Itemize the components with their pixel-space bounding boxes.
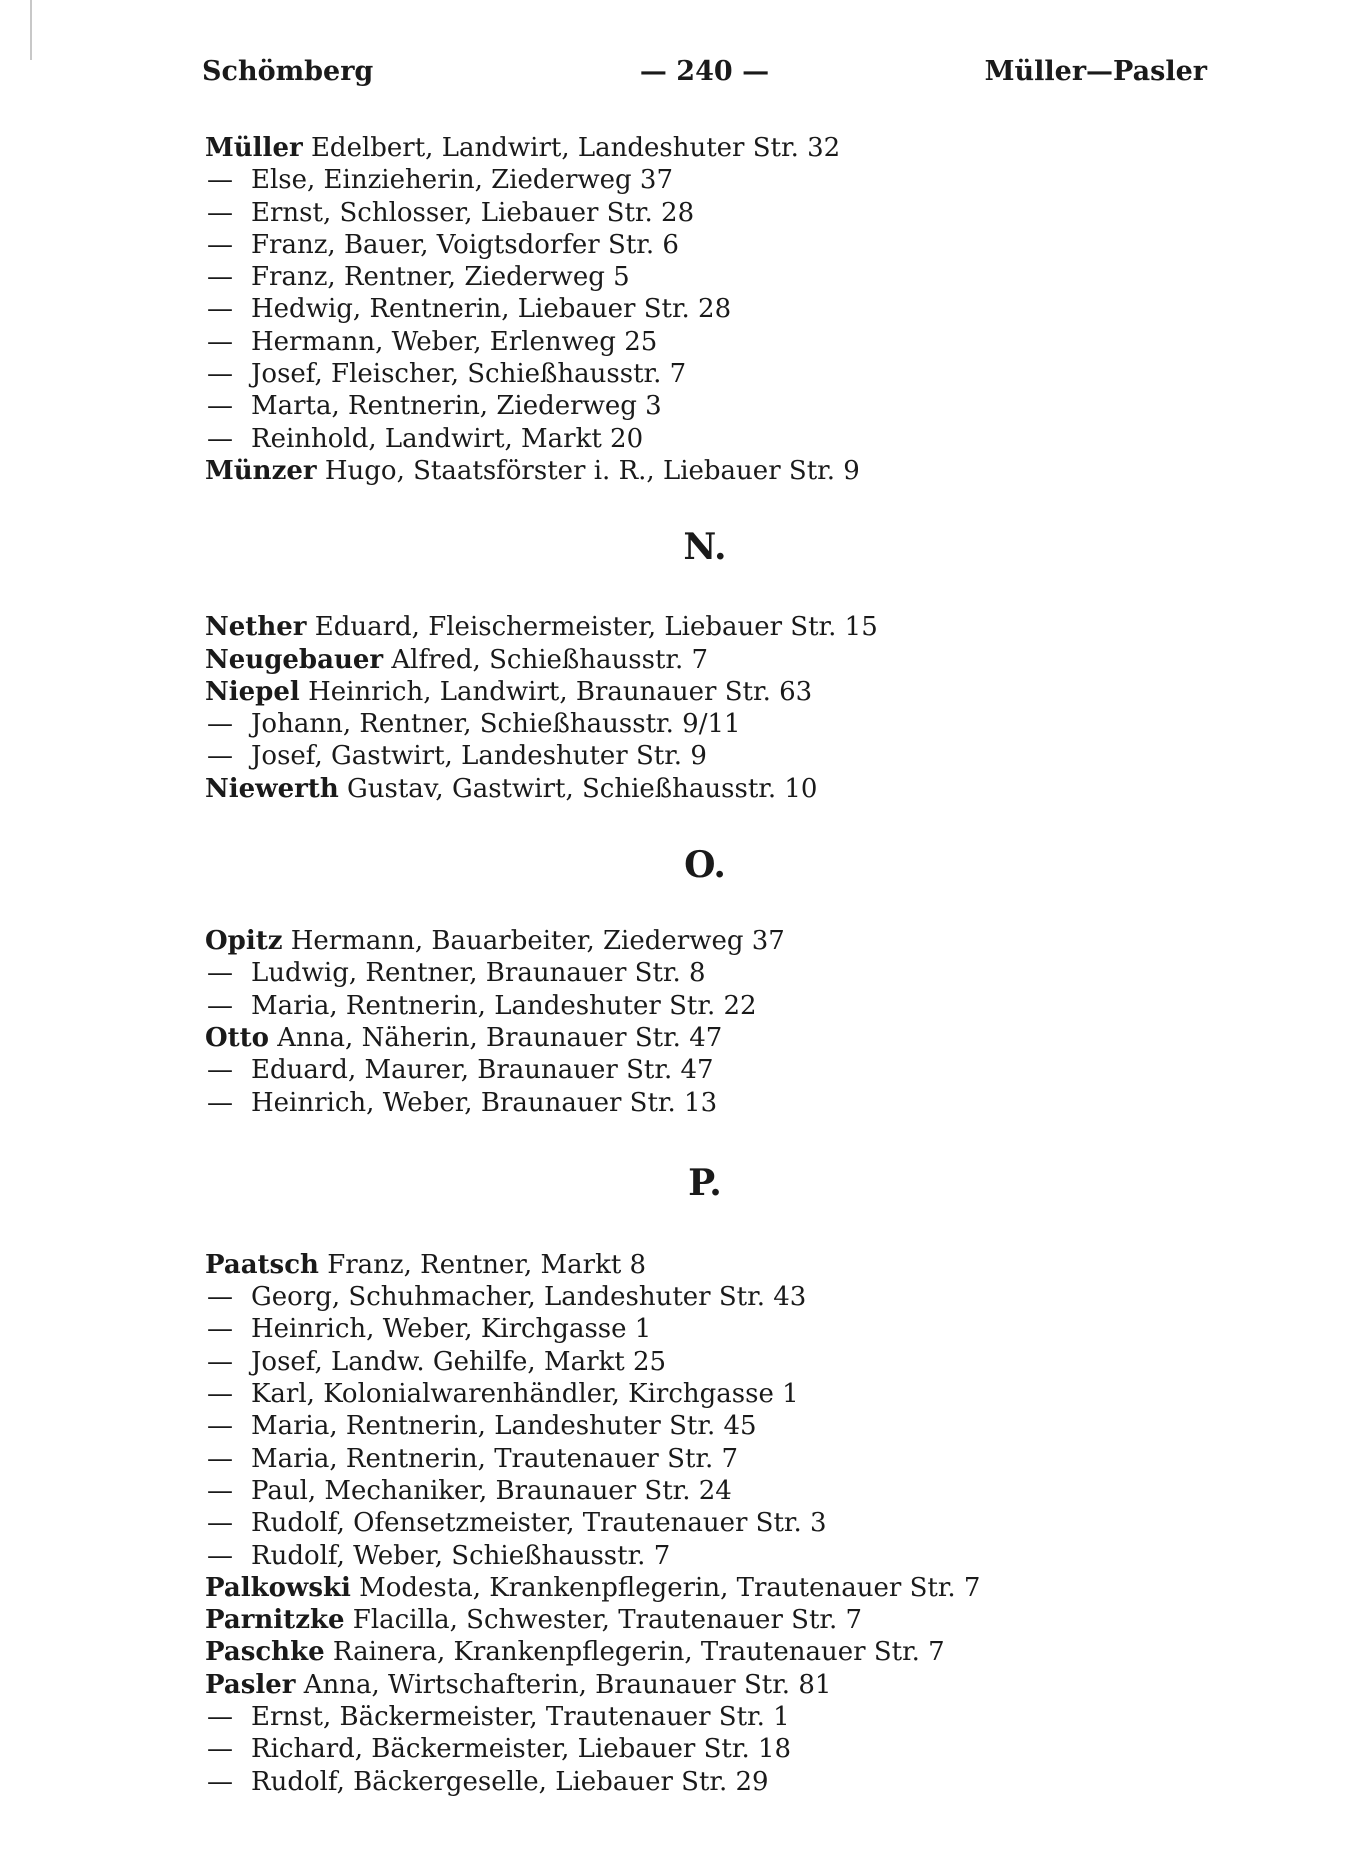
entry-surname: Münzer [205, 455, 317, 486]
ditto-dash: — [207, 165, 233, 196]
directory-entry [205, 1636, 1205, 1668]
entry-details: Rudolf, Weber, Schießhausstr. 7 [251, 1540, 671, 1571]
entry-details: Maria, Rentnerin, Trautenauer Str. 7 [251, 1443, 739, 1474]
entry-details: Anna, Wirtschafterin, Braunauer Str. 81 [303, 1669, 832, 1700]
directory-entry [205, 1540, 1205, 1572]
directory-entry [205, 326, 1205, 358]
directory-entry [205, 1507, 1205, 1539]
ditto-dash: — [207, 1766, 233, 1797]
directory-entry [205, 1733, 1205, 1765]
entry-details: Paul, Mechaniker, Braunauer Str. 24 [251, 1475, 732, 1506]
directory-entry [205, 708, 1205, 740]
directory-entry [205, 423, 1205, 455]
entry-details: Maria, Rentnerin, Landeshuter Str. 22 [251, 990, 757, 1021]
directory-entry [205, 1766, 1205, 1798]
ditto-dash: — [207, 741, 233, 772]
directory-entry [205, 1054, 1205, 1086]
directory-entry [205, 1669, 1205, 1701]
ditto-dash: — [207, 1055, 233, 1086]
directory-section [205, 845, 1205, 1119]
entry-details: Rudolf, Ofensetzmeister, Trautenauer Str. 3 [251, 1508, 827, 1539]
directory-entry [205, 1604, 1205, 1636]
entry-details: Hedwig, Rentnerin, Liebauer Str. 28 [251, 294, 732, 325]
directory-entry [205, 1087, 1205, 1119]
entry-surname: Nether [205, 612, 307, 643]
ditto-dash: — [207, 709, 233, 740]
entry-details: Ludwig, Rentner, Braunauer Str. 8 [251, 958, 706, 989]
entry-details: Heinrich, Weber, Braunauer Str. 13 [251, 1087, 718, 1118]
entry-details: Hugo, Staatsförster i. R., Liebauer Str. 9 [324, 455, 860, 486]
ditto-dash: — [207, 1443, 233, 1474]
ditto-dash: — [207, 1475, 233, 1506]
entry-surname: Niewerth [205, 773, 339, 804]
page-header [202, 56, 1207, 96]
entry-details: Alfred, Schießhausstr. 7 [391, 644, 709, 675]
entry-surname: Otto [205, 1022, 270, 1053]
entry-details: Flacilla, Schwester, Trautenauer Str. 7 [352, 1605, 863, 1636]
entry-details: Anna, Näherin, Braunauer Str. 47 [277, 1022, 723, 1053]
directory-entry [205, 1410, 1205, 1442]
entry-details: Josef, Gastwirt, Landeshuter Str. 9 [251, 741, 707, 772]
entry-surname: Niepel [205, 676, 300, 707]
directory-entry [205, 773, 1205, 805]
ditto-dash: — [207, 1411, 233, 1442]
entry-details: Modesta, Krankenpflegerin, Trautenauer Str. 7 [359, 1572, 981, 1603]
directory-entry [205, 390, 1205, 422]
directory-entry [205, 990, 1205, 1022]
directory-entry [205, 676, 1205, 708]
directory-entry [205, 164, 1205, 196]
ditto-dash: — [207, 229, 233, 260]
ditto-dash: — [207, 1701, 233, 1732]
ditto-dash: — [207, 1540, 233, 1571]
directory-entry [205, 358, 1205, 390]
entry-details: Eduard, Maurer, Braunauer Str. 47 [251, 1055, 714, 1086]
ditto-dash: — [207, 1734, 233, 1765]
ditto-dash: — [207, 262, 233, 293]
entry-details: Maria, Rentnerin, Landeshuter Str. 45 [251, 1411, 757, 1442]
entry-details: Franz, Rentner, Ziederweg 5 [251, 262, 630, 293]
entry-details: Johann, Rentner, Schießhausstr. 9/11 [251, 709, 741, 740]
directory-entry [205, 293, 1205, 325]
entry-surname: Paschke [205, 1637, 325, 1668]
entry-details: Richard, Bäckermeister, Liebauer Str. 18 [251, 1734, 792, 1765]
entry-details: Rudolf, Bäckergeselle, Liebauer Str. 29 [251, 1766, 769, 1797]
entry-details: Eduard, Fleischermeister, Liebauer Str. 15 [314, 612, 878, 643]
directory-entry [205, 957, 1205, 989]
entry-details: Hermann, Bauarbeiter, Ziederweg 37 [290, 926, 785, 957]
entry-details: Josef, Landw. Gehilfe, Markt 25 [251, 1346, 667, 1377]
directory-entry [205, 229, 1205, 261]
entry-surname: Parnitzke [205, 1605, 345, 1636]
entry-surname: Palkowski [205, 1572, 351, 1603]
ditto-dash: — [207, 958, 233, 989]
directory-entry [205, 1249, 1205, 1281]
entry-details: Gustav, Gastwirt, Schießhausstr. 10 [347, 773, 818, 804]
ditto-dash: — [207, 391, 233, 422]
entry-surname: Pasler [205, 1669, 296, 1700]
directory-entry [205, 1572, 1205, 1604]
scan-edge-line [30, 0, 32, 60]
section-letter-heading: N. [683, 526, 727, 569]
entry-details: Karl, Kolonialwarenhändler, Kirchgasse 1 [251, 1379, 799, 1410]
directory-entry [205, 1701, 1205, 1733]
section-letter-heading: O. [684, 844, 726, 887]
entry-details: Edelbert, Landwirt, Landeshuter Str. 32 [310, 133, 841, 163]
ditto-dash: — [207, 294, 233, 325]
directory-entry [205, 1443, 1205, 1475]
entry-details: Else, Einzieherin, Ziederweg 37 [251, 165, 674, 196]
directory-entry [205, 925, 1205, 957]
directory-section [205, 132, 1205, 487]
entry-surname: Paatsch [205, 1249, 319, 1280]
ditto-dash: — [207, 1379, 233, 1410]
directory-entry [205, 740, 1205, 772]
entry-details: Josef, Fleischer, Schießhausstr. 7 [251, 359, 687, 390]
ditto-dash: — [207, 1346, 233, 1377]
ditto-dash: — [207, 990, 233, 1021]
entry-details: Franz, Rentner, Markt 8 [327, 1249, 647, 1280]
entry-details: Heinrich, Landwirt, Braunauer Str. 63 [308, 676, 813, 707]
ditto-dash: — [207, 423, 233, 454]
entry-details: Marta, Rentnerin, Ziederweg 3 [251, 391, 662, 422]
directory-entry [205, 611, 1205, 643]
ditto-dash: — [207, 1508, 233, 1539]
directory-entry [205, 1281, 1205, 1313]
ditto-dash: — [207, 359, 233, 390]
directory-entry [205, 1378, 1205, 1410]
ditto-dash: — [207, 1314, 233, 1345]
directory-entry [205, 1313, 1205, 1345]
entry-details: Ernst, Schlosser, Liebauer Str. 28 [251, 197, 695, 228]
ditto-dash: — [207, 1087, 233, 1118]
directory-entry [205, 132, 1205, 164]
header-name-range: Müller—Pasler [984, 56, 1207, 87]
entry-details: Georg, Schuhmacher, Landeshuter Str. 43 [251, 1282, 807, 1313]
entry-details: Reinhold, Landwirt, Markt 20 [251, 423, 644, 454]
directory-section [205, 527, 1205, 805]
entry-details: Franz, Bauer, Voigtsdorfer Str. 6 [251, 229, 679, 260]
directory-entry [205, 1475, 1205, 1507]
directory-entry [205, 197, 1205, 229]
directory-entry [205, 644, 1205, 676]
entry-details: Hermann, Weber, Erlenweg 25 [251, 326, 658, 357]
directory-entry [205, 455, 1205, 487]
entry-surname: Neugebauer [205, 644, 384, 675]
ditto-dash: — [207, 197, 233, 228]
directory-entry [205, 1346, 1205, 1378]
section-letter-heading: P. [688, 1161, 722, 1204]
ditto-dash: — [207, 1282, 233, 1313]
entry-details: Rainera, Krankenpflegerin, Trautenauer Str. 7 [332, 1637, 945, 1668]
entry-details: Heinrich, Weber, Kirchgasse 1 [251, 1314, 652, 1345]
entry-details: Ernst, Bäckermeister, Trautenauer Str. 1 [251, 1701, 790, 1732]
directory-entry [205, 1022, 1205, 1054]
directory-entry [205, 261, 1205, 293]
directory-section [205, 1163, 1205, 1798]
page-number: — 240 — [639, 56, 770, 87]
entry-surname: Opitz [205, 926, 283, 957]
directory-listing [205, 132, 1205, 1798]
header-place: Schömberg [202, 56, 374, 87]
entry-surname: Müller [205, 133, 303, 163]
ditto-dash: — [207, 326, 233, 357]
